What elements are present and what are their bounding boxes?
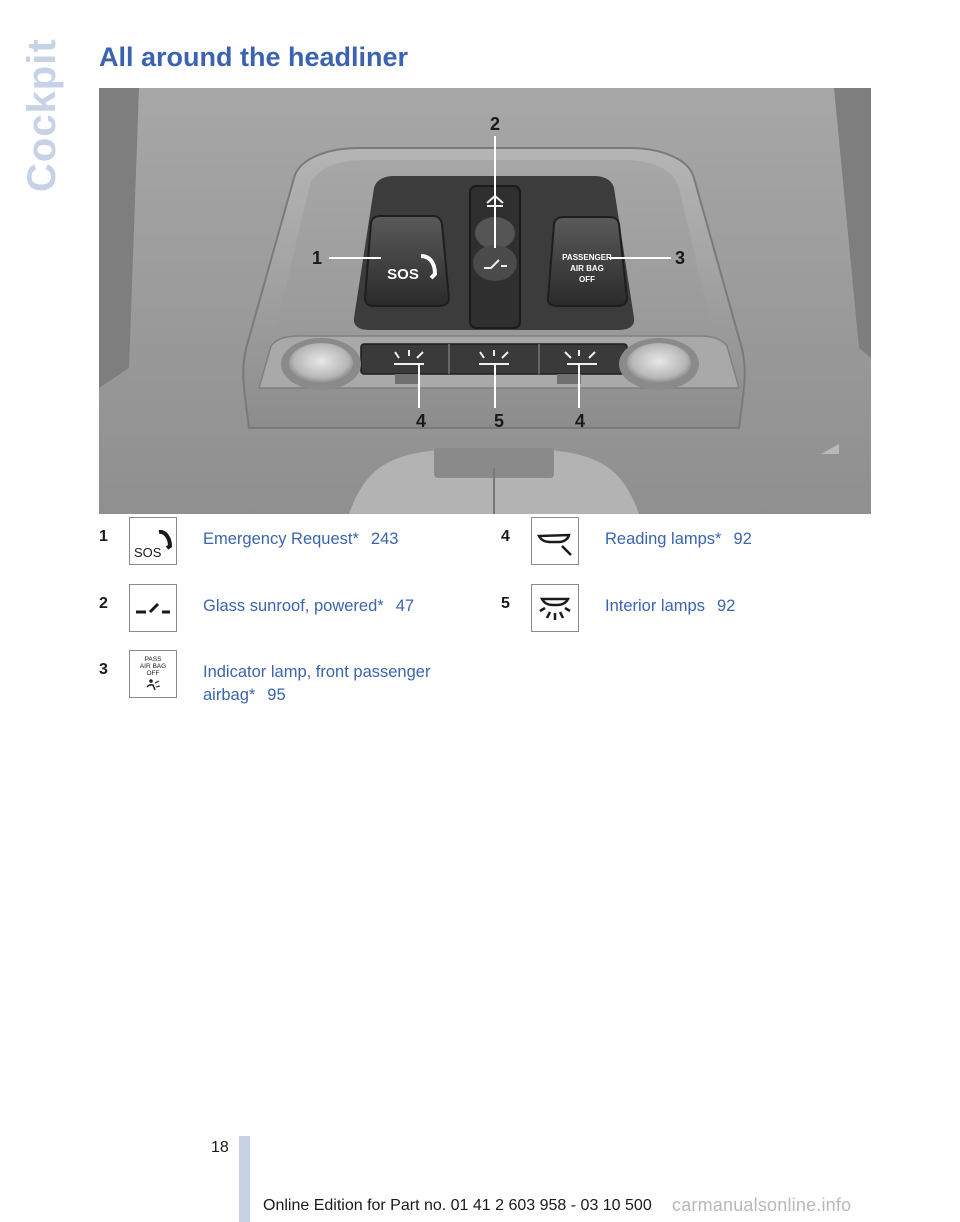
legend-page-ref[interactable]: 92	[733, 530, 752, 548]
callout-2: 2	[489, 114, 501, 134]
watermark: carmanualsonline.info	[672, 1195, 852, 1215]
legend-page-ref[interactable]: 47	[395, 597, 415, 615]
legend-text	[605, 595, 865, 618]
airbag-icon-line2: AIR BAG	[139, 663, 167, 670]
legend-text	[203, 661, 463, 707]
legend-text	[203, 528, 463, 551]
legend-number: 3	[99, 661, 108, 678]
legend-item-5	[501, 595, 871, 645]
side-tab-label: Cockpit	[20, 38, 64, 192]
airbag-icon-line1: PASS	[144, 656, 162, 663]
callout-5: 5	[493, 411, 505, 431]
legend-label: Glass sunroof, powered*	[203, 597, 384, 615]
legend-text	[605, 528, 865, 551]
footer-bar	[239, 1136, 250, 1222]
callout-1: 1	[311, 248, 323, 268]
legend-label: Reading lamps*	[605, 530, 722, 548]
legend-page-ref[interactable]: 95	[267, 686, 286, 704]
passenger-airbag-off-icon	[129, 650, 177, 698]
legend-number: 5	[501, 595, 510, 612]
footer-edition: Online Edition for Part no. 01 41 2 603 958 - 03 10 500	[263, 1197, 652, 1214]
headliner-illustration	[99, 88, 871, 514]
airbag-icon-line3: OFF	[146, 670, 160, 677]
interior-lamp-icon	[531, 584, 579, 632]
airbag-label-line3: OFF	[579, 275, 595, 284]
page-title: All around the headliner	[99, 42, 409, 72]
legend-item-4	[501, 528, 871, 578]
legend-text	[203, 595, 463, 618]
legend-label: Emergency Request*	[203, 530, 359, 548]
sos-button-label: SOS	[387, 266, 419, 283]
side-tab	[18, 40, 68, 200]
airbag-label-line1: PASSENGER	[562, 253, 612, 262]
reading-lamp-icon	[531, 517, 579, 565]
legend-label: Interior lamps	[605, 597, 705, 615]
sunroof-icon	[129, 584, 177, 632]
legend-item-2	[99, 595, 469, 645]
callout-4-right: 4	[574, 411, 586, 431]
callout-3: 3	[674, 248, 686, 268]
headliner-figure	[99, 88, 871, 514]
sos-icon	[129, 517, 177, 565]
legend-number: 4	[501, 528, 510, 545]
legend-number: 2	[99, 595, 108, 612]
legend-label: Indicator lamp, front passenger airbag*	[203, 663, 431, 704]
page-number: 18	[211, 1139, 229, 1156]
sos-icon-text: SOS	[134, 545, 162, 560]
legend-page-ref[interactable]: 243	[370, 530, 399, 548]
legend-item-3	[99, 656, 469, 711]
airbag-label-line2: AIR BAG	[570, 264, 604, 273]
legend-page-ref[interactable]: 92	[716, 597, 736, 615]
legend-number: 1	[99, 528, 108, 545]
callout-4-left: 4	[415, 411, 427, 431]
legend-item-1	[99, 528, 469, 578]
